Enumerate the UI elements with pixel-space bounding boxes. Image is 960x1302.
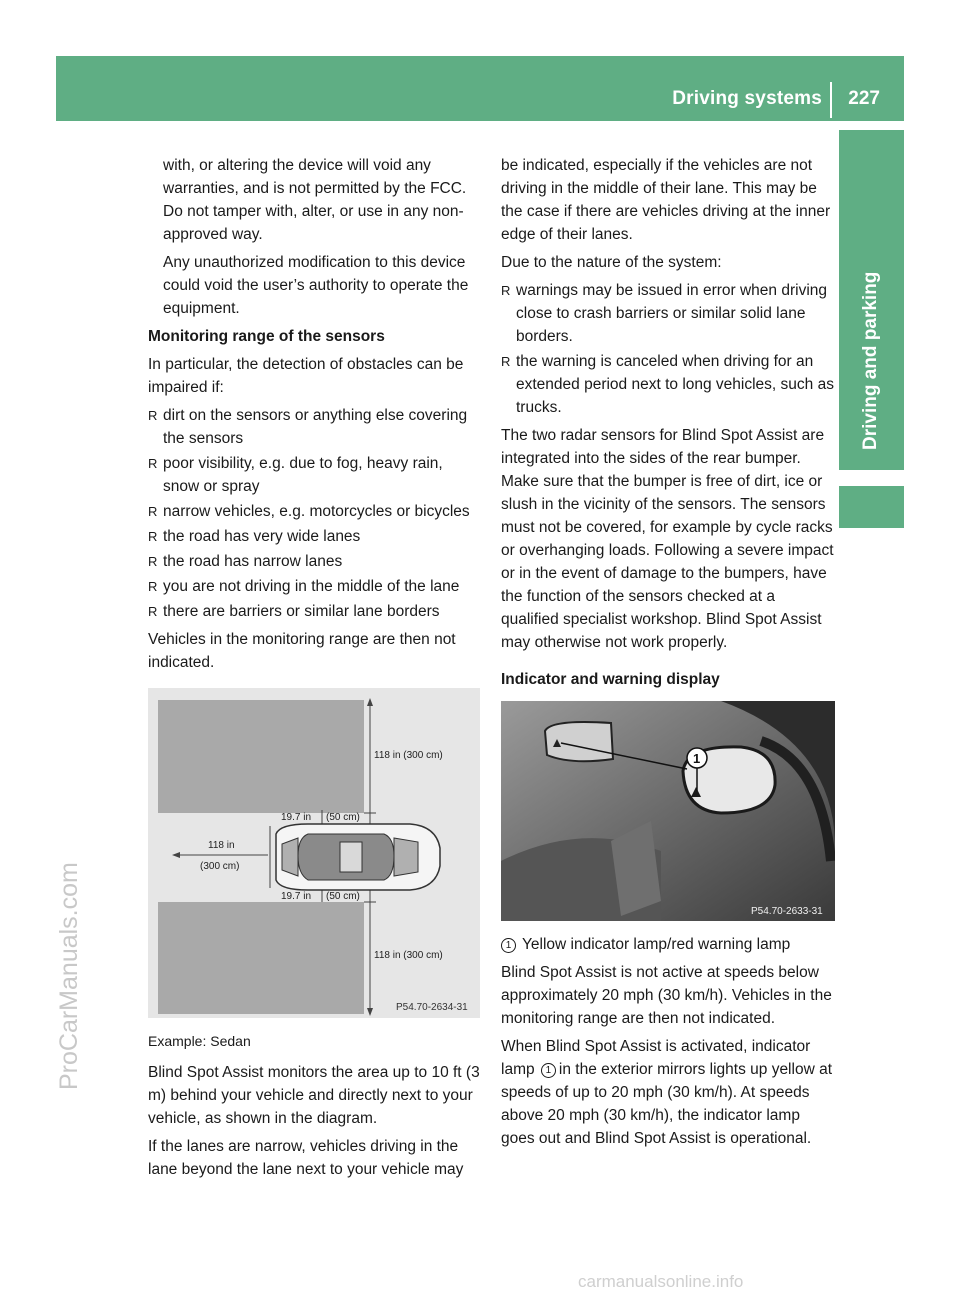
sensor-range-diagram <box>148 688 480 1018</box>
right-column <box>501 154 835 1155</box>
list-item-text: narrow vehicles, e.g. motorcycles or bicycles <box>163 503 470 520</box>
list-item <box>501 279 835 348</box>
label-left-in: 118 in <box>208 840 235 851</box>
activation-paragraph <box>501 1035 835 1150</box>
intro-paragraph-2: Any unauthorized modification to this device could void the user’s authority to operate the equipment. <box>163 254 469 317</box>
monitoring-paragraph: Blind Spot Assist monitors the area up to 10 ft (3 m) behind your vehicle and directly next to your vehicle, as shown in the diagram. <box>148 1064 480 1127</box>
activation-text-b: in the exterior mirrors lights up yellow at speeds of up to 20 mph (30 km/h). At speeds above 20 mph (30 km/h), the indicator lamp goes out and Blind Spot Assist is operational. <box>501 1061 832 1147</box>
header-bar <box>56 56 904 121</box>
bullet-icon: R <box>148 554 158 569</box>
list-item <box>148 525 480 548</box>
radar-sensors-paragraph: The two radar sensors for Blind Spot Assist are integrated into the sides of the rear bumper. Make sure that the bumper is free of dirt, ice or slush in the vicinity of the sensors. The sensors must not be covered, for example by cycle racks or overhanging loads. Following a severe impact or in the event of damage to the bumpers, have the function of the sensors checked at a qualified specialist workshop. Blind Spot Assist may otherwise not work properly. <box>501 427 834 651</box>
inactive-speed-paragraph: Blind Spot Assist is not active at speeds below approximately 20 mph (30 km/h). Vehicles in the monitoring range are then not indicated. <box>501 964 832 1027</box>
list-item-text: the warning is canceled when driving for an extended period next to long vehicles, such as trucks. <box>516 353 834 416</box>
activation-text-a: When Blind Spot Assist is activated, indicator lamp <box>501 1038 811 1078</box>
after-list-paragraph: Vehicles in the monitoring range are then not indicated. <box>148 631 456 671</box>
label-gap-top: 19.7 in <box>281 812 312 823</box>
label-gap-bottom: 19.7 in <box>281 891 312 902</box>
figure-caption: Example: Sedan <box>148 1033 251 1049</box>
monitoring-zone-upper <box>158 700 364 813</box>
chapter-tab-label: Driving and parking <box>860 271 881 450</box>
list-item-text: there are barriers or similar lane borders <box>163 603 440 620</box>
list-item <box>148 500 480 523</box>
list-item <box>501 350 835 419</box>
list-item <box>148 600 480 623</box>
label-bottom-range: 118 in (300 cm) <box>374 950 443 961</box>
label-gap-bottom-cm: (50 cm) <box>326 891 360 902</box>
mirror-photo <box>501 701 835 921</box>
nature-lead: Due to the nature of the system: <box>501 254 722 271</box>
chapter-tab-block <box>839 486 904 528</box>
bullet-icon: R <box>148 579 158 594</box>
continued-paragraph: be indicated, especially if the vehicles are not driving in the middle of their lane. This may be the case if there are vehicles driving at the inner edge of their lanes. <box>501 157 831 243</box>
list-item <box>148 404 480 450</box>
list-item-text: poor visibility, e.g. due to fog, heavy rain, snow or spray <box>163 455 443 495</box>
section-heading-indicator: Indicator and warning display <box>501 671 720 688</box>
list-item <box>148 575 480 598</box>
left-column <box>148 154 480 1186</box>
header-divider <box>830 82 832 118</box>
chapter-tab <box>839 130 904 470</box>
section-heading-monitoring-range: Monitoring range of the sensors <box>148 328 385 345</box>
legend-item <box>501 933 835 956</box>
bullet-icon: R <box>501 354 511 369</box>
legend-text: Yellow indicator lamp/red warning lamp <box>522 936 791 953</box>
figure-code: P54.70-2634-31 <box>396 1002 468 1013</box>
list-item-text: warnings may be issued in error when driving close to crash barriers or similar solid lane borders. <box>516 282 828 345</box>
narrow-lanes-paragraph: If the lanes are narrow, vehicles driving in the lane beyond the lane next to your vehicle may <box>148 1138 464 1178</box>
list-item-text: dirt on the sensors or anything else covering the sensors <box>163 407 468 447</box>
callout-number: 1 <box>693 751 701 766</box>
legend-number: 1 <box>501 938 516 953</box>
bullet-icon: R <box>148 504 158 519</box>
list-item <box>148 452 480 498</box>
system-nature-list <box>501 279 835 419</box>
bullet-icon: R <box>148 408 158 423</box>
list-item <box>148 550 480 573</box>
door-mirror-icon <box>545 722 613 761</box>
bullet-icon: R <box>148 456 158 471</box>
impairment-list <box>148 404 480 623</box>
sedan-icon <box>276 824 440 890</box>
list-item-text: the road has very wide lanes <box>163 528 361 545</box>
intro-paragraph-1: with, or altering the device will void any warranties, and is not permitted by the FCC. Do not tamper with, alter, or use in any non-approved way. <box>163 157 467 243</box>
bullet-icon: R <box>148 604 158 619</box>
label-top-range: 118 in (300 cm) <box>374 750 443 761</box>
label-gap-top-cm: (50 cm) <box>326 812 360 823</box>
label-left-cm: (300 cm) <box>200 861 240 872</box>
watermark-bottom: carmanualsonline.info <box>578 1272 744 1291</box>
monitoring-zone-lower <box>158 902 364 1014</box>
list-item-text: you are not driving in the middle of the lane <box>163 578 460 595</box>
inline-callout-number: 1 <box>541 1063 556 1078</box>
list-item-text: the road has narrow lanes <box>163 553 343 570</box>
sensor-range-svg <box>148 688 480 1018</box>
mirror-photo-svg <box>501 701 835 921</box>
watermark-left: ProCarManuals.com <box>55 862 83 1090</box>
section-title: Driving systems <box>672 88 822 109</box>
photo-code: P54.70-2633-31 <box>751 906 823 917</box>
page-number: 227 <box>848 88 880 109</box>
bullet-icon: R <box>148 529 158 544</box>
bullet-icon: R <box>501 283 511 298</box>
lead-paragraph: In particular, the detection of obstacles can be impaired if: <box>148 356 464 396</box>
